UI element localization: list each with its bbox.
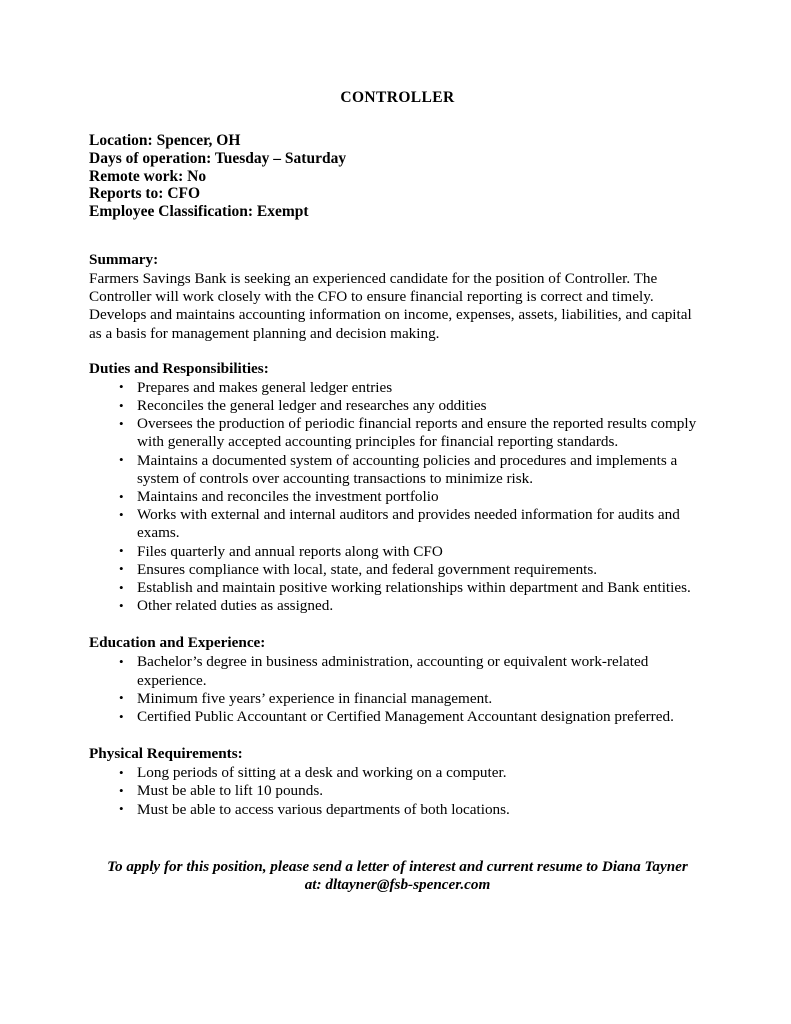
document-content — [89, 88, 706, 895]
section-duties — [89, 360, 706, 616]
section-physical-requirements — [89, 745, 706, 819]
meta-location: Location: Spencer, OH — [89, 132, 241, 149]
meta-employee-classification: Employee Classification: Exempt — [89, 203, 309, 221]
list-item: • Must be able to access various departments of both locations. — [89, 801, 706, 819]
education-heading: Education and Experience: — [89, 634, 266, 652]
physical-requirements-list — [89, 764, 706, 819]
application-instructions-line-1: To apply for this position, please send a letter of interest and current resume to Diana Tayner — [107, 857, 688, 875]
list-item: • Prepares and makes general ledger entries — [89, 379, 706, 397]
summary-heading: Summary: — [89, 250, 159, 268]
list-item: • Minimum five years’ experience in financial management. — [89, 690, 706, 708]
list-item: • Bachelor’s degree in business administration, accounting or equivalent work-related experience. — [89, 653, 706, 689]
list-item: • Oversees the production of periodic financial reports and ensure the reported results comply with generally accepted accounting principles for financial reporting standards. — [89, 415, 706, 451]
section-summary — [89, 251, 706, 343]
list-item: • Must be able to lift 10 pounds. — [89, 782, 706, 800]
list-item: • Ensures compliance with local, state, and federal government requirements. — [89, 561, 706, 579]
summary-paragraph: Farmers Savings Bank is seeking an experienced candidate for the position of Controller. The Controller will work closely with the CFO to ensure financial reporting is correct and timely. Develops and maintains accounting information on income, expenses, assets, liabilities, and capital as a basis for management planning and decision making. — [89, 269, 692, 342]
job-meta-block — [89, 132, 706, 221]
list-item: • Maintains and reconciles the investment portfolio — [89, 488, 706, 506]
meta-days-of-operation: Days of operation: Tuesday – Saturday — [89, 149, 347, 167]
list-item: • Works with external and internal auditors and provides needed information for audits and exams. — [89, 506, 706, 542]
meta-remote-work: Remote work: No — [89, 167, 207, 185]
list-item: • Reconciles the general ledger and researches any oddities — [89, 397, 706, 415]
meta-reports-to: Reports to: CFO — [89, 185, 201, 203]
application-contact-email: at: dltayner@fsb-spencer.com — [304, 876, 491, 894]
list-item: • Long periods of sitting at a desk and working on a computer. — [89, 764, 706, 782]
page-title: CONTROLLER — [340, 89, 455, 106]
list-item: • Other related duties as assigned. — [89, 597, 706, 615]
list-item: • Files quarterly and annual reports along with CFO — [89, 543, 706, 561]
list-item: • Certified Public Accountant or Certified Management Accountant designation preferred. — [89, 708, 706, 726]
application-instructions — [89, 858, 706, 895]
duties-heading: Duties and Responsibilities: — [89, 359, 269, 377]
physical-requirements-heading: Physical Requirements: — [89, 745, 243, 763]
section-education — [89, 634, 706, 726]
list-item: • Establish and maintain positive working relationships within department and Bank entities. — [89, 579, 706, 597]
education-list — [89, 653, 706, 726]
duties-list — [89, 379, 706, 616]
list-item: • Maintains a documented system of accounting policies and procedures and implements a system of controls over accounting transactions to minimize risk. — [89, 452, 706, 488]
